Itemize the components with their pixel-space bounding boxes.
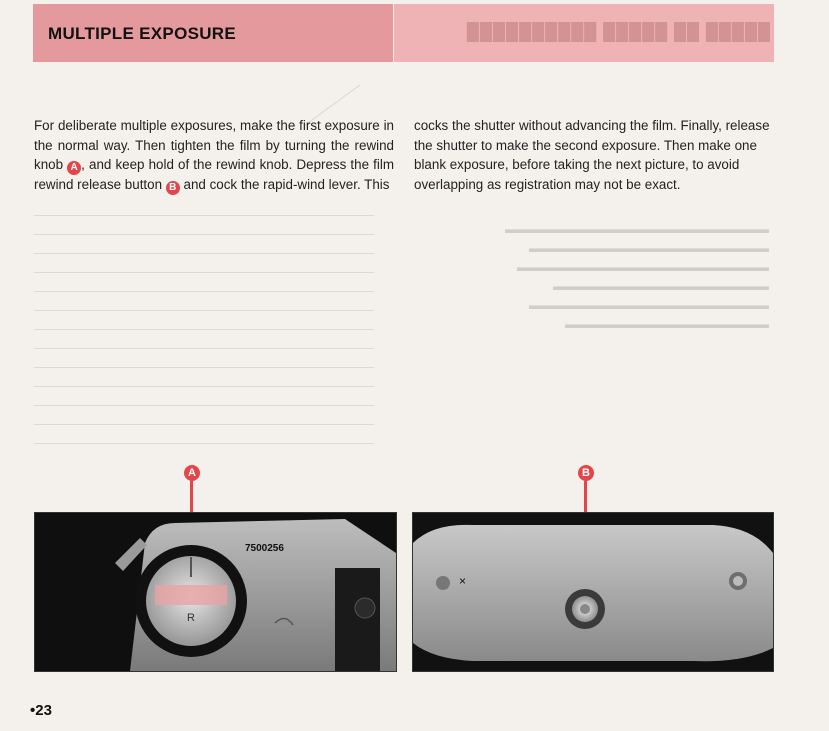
paragraph-part-2: , and keep hold of the rewind knob. Depress the film rewind release button (34, 157, 394, 192)
paragraph-part-1: For deliberate multiple exposures, make the first exposure in the normal way. Then tighten the film by turning the rewind knob (34, 118, 394, 172)
callout-a-badge: A (184, 465, 200, 481)
bleed-through-text: ▬▬▬▬▬▬▬▬▬▬▬▬▬▬▬▬▬▬▬▬▬▬ ▬▬▬▬▬▬▬▬▬▬▬▬▬▬▬▬▬▬▬▬ ▬▬▬▬▬▬▬▬▬▬▬▬▬▬▬▬▬▬▬▬▬ ▬▬▬▬▬▬▬▬▬▬▬▬▬▬▬▬▬▬ ▬▬▬▬▬▬▬▬▬▬▬▬▬▬▬▬▬▬▬▬ ▬▬▬▬▬▬▬▬▬▬▬▬▬▬▬▬▬ (505, 222, 769, 331)
bleed-through-title: █████ ██ █████ ██████████ (465, 22, 770, 41)
rewind-release-button-photo (412, 512, 774, 672)
callout-b-badge: B (578, 465, 594, 481)
serial-number-label: 7500256 (245, 543, 284, 554)
svg-text:×: × (459, 574, 467, 588)
page-number: •23 (30, 702, 52, 719)
paragraph-part-3: and cock the rapid-wind lever. This (183, 177, 390, 192)
right-column-text: cocks the shutter without advancing the film. Finally, release the shutter to make the second exposure. Then make one blank exposure, before taking the next picture, to avoid overlapping as registration may not be exact. (414, 118, 770, 192)
left-column-text (34, 116, 394, 195)
marker-a-badge: A (67, 161, 81, 175)
bleed-through-table (34, 215, 374, 465)
knob-letter-label: R (187, 612, 195, 624)
marker-b-badge: B (166, 181, 180, 195)
page-title: MULTIPLE EXPOSURE (48, 24, 237, 43)
rewind-knob-photo (34, 512, 397, 672)
page-number-value: 23 (35, 702, 52, 719)
